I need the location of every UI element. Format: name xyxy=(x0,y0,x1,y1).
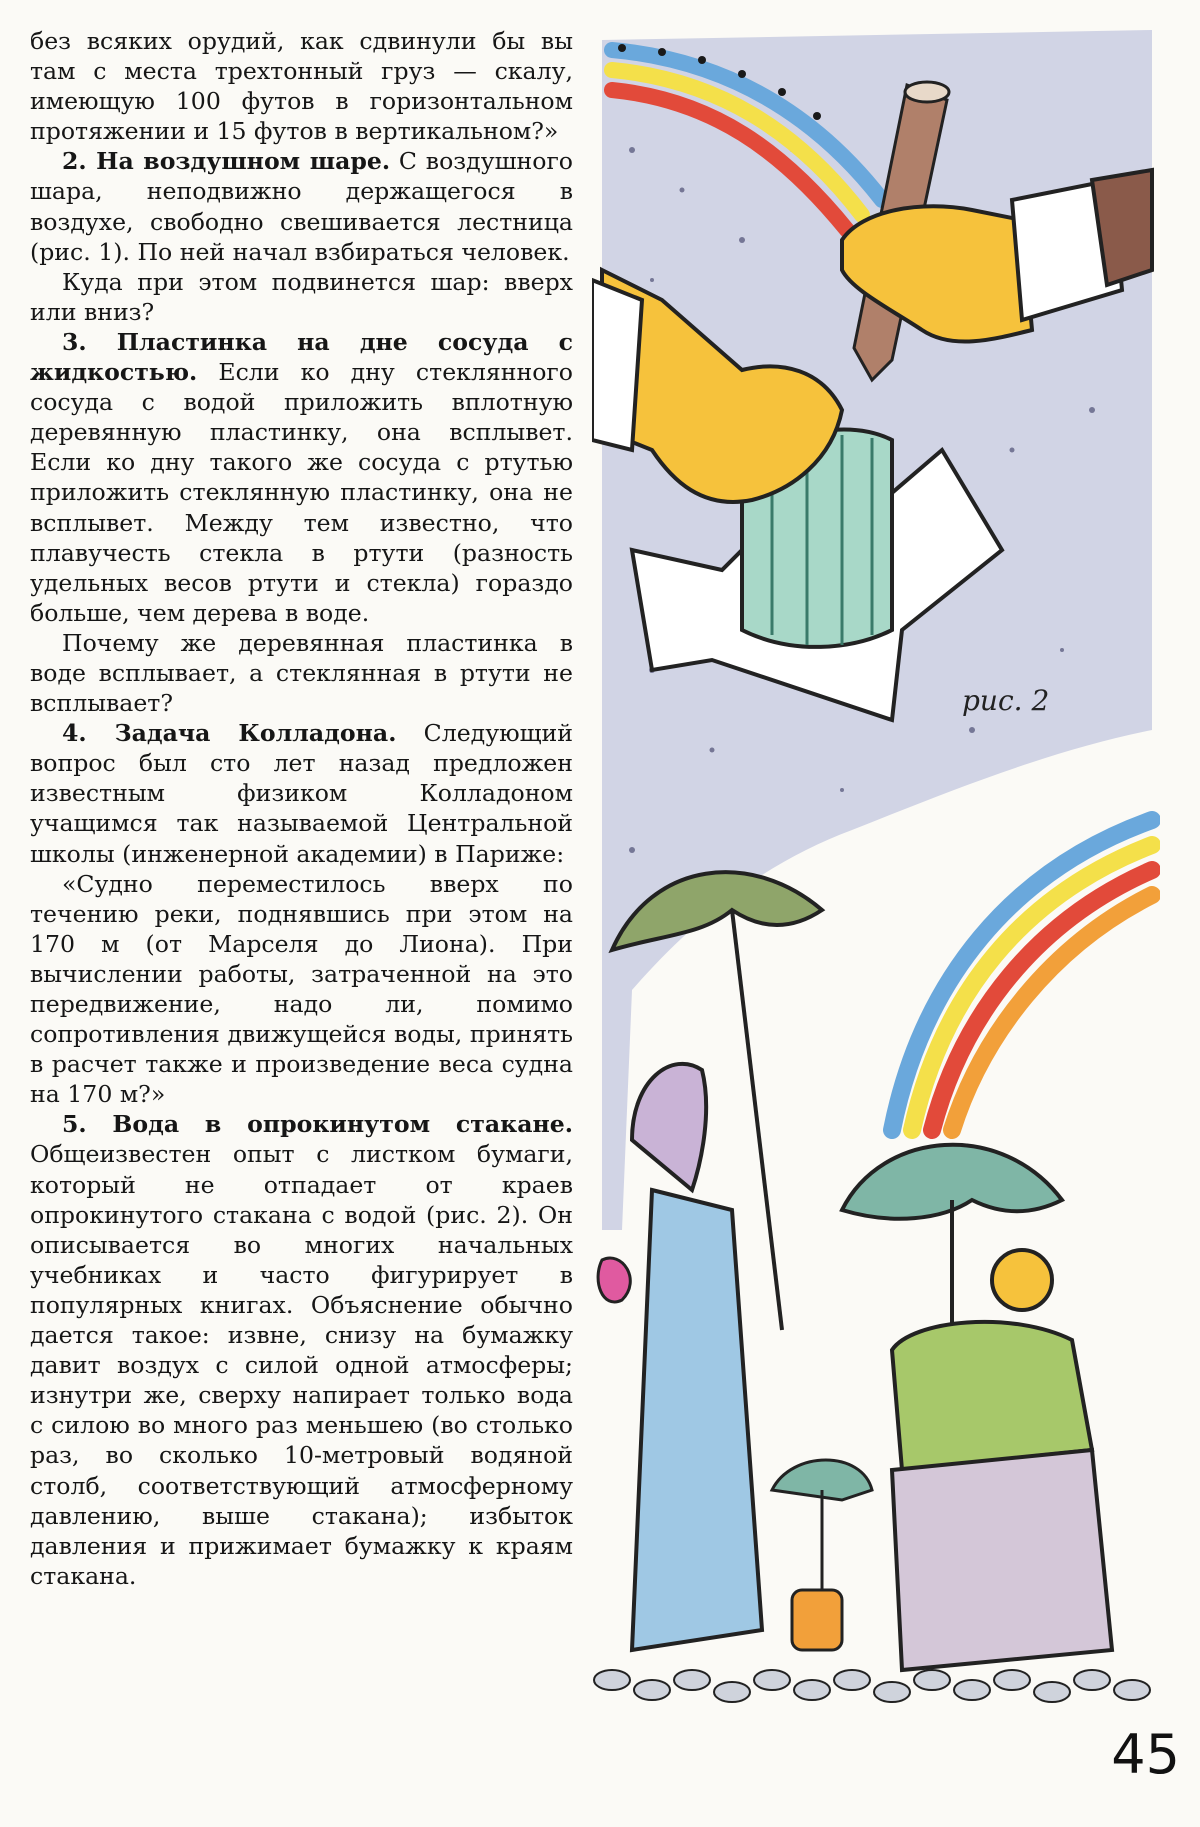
section-4-paragraph xyxy=(30,718,573,868)
section-4-title: 4. Задача Колладона. xyxy=(62,719,397,748)
section-2-title: 2. На воздушном шаре. xyxy=(62,147,391,176)
illustration xyxy=(592,30,1160,1710)
intro-paragraph: без всяких орудий, как сдвинули бы вы там с места трехтонный груз — скалу, имеющую 100 футов в горизонтальном протяжении и 15 футов в вертикальном?» xyxy=(30,27,573,146)
section-4-quote: «Судно переместилось вверх по течению реки, поднявшись при этом на 170 м (от Марселя до Лиона). При вычислении работы, затраченной на это передвижение, надо ли, помимо сопротивления движущейся воды, принять в расчет также и произведение веса судна на 170 м?» xyxy=(30,869,573,1109)
man-umbrella xyxy=(842,1145,1112,1670)
cobblestones xyxy=(594,1670,1150,1702)
rainbow-bottom xyxy=(892,820,1152,1130)
cat xyxy=(772,1460,872,1650)
text-column xyxy=(30,26,573,1591)
figure-label: рис. 2 xyxy=(962,684,1050,717)
section-3-body: Если ко дну стеклянного сосуда с водой приложить вплотную деревянную пластинку, она всплывет. Если ко дну такого же сосуда с ртутью приложить стеклянную пластинку, она не всплывет. Между тем известно, что плавучесть стекла в ртути (разность удельных весов ртути и стекла) гораздо больше, чем дерева в воде. xyxy=(30,358,573,627)
section-5-body: Общеизвестен опыт с листком бумаги, который не отпадает от краев опрокинутого стакана с водой (рис. 2). Он описывается во многих начальных учебниках и часто фигурирует в популярных книгах. Объяснение обычно дается такое: извне, снизу на бумажку давит воздух с силой одной атмосферы; изнутри же, сверху напирает только вода с силою во много раз меньшею (во столько раз, во сколько 10-метровый водяной столб, соответствующий атмосферному давлению, выше стакана); избыток давления и прижимает бумажку к краям стакана. xyxy=(30,1140,573,1590)
section-3-title: 3. Пластинка на дне сосуда с жидкостью. xyxy=(30,327,573,387)
page-number: 45 xyxy=(1111,1723,1180,1786)
section-5-title: 5. Вода в опрокинутом стакане. xyxy=(62,1110,573,1139)
section-2-question: Куда при этом подвинется шар: вверх или вниз? xyxy=(30,267,573,326)
section-4-body: Следующий вопрос был сто лет назад предложен известным физиком Колладоном учащимся так называемой Центральной школы (инженерной академии) в Париже: xyxy=(30,719,574,868)
section-2-body: С воздушного шара, неподвижно держащегося в воздухе, свободно свешивается лестница (рис. 1). По ней начал взбираться человек. xyxy=(30,147,574,266)
section-2-paragraph xyxy=(30,146,573,266)
section-3-paragraph xyxy=(30,327,573,628)
section-3-question: Почему же деревянная пластинка в воде всплывает, а стеклянная в ртути не всплывает? xyxy=(30,628,573,718)
section-5-paragraph xyxy=(30,1109,573,1591)
